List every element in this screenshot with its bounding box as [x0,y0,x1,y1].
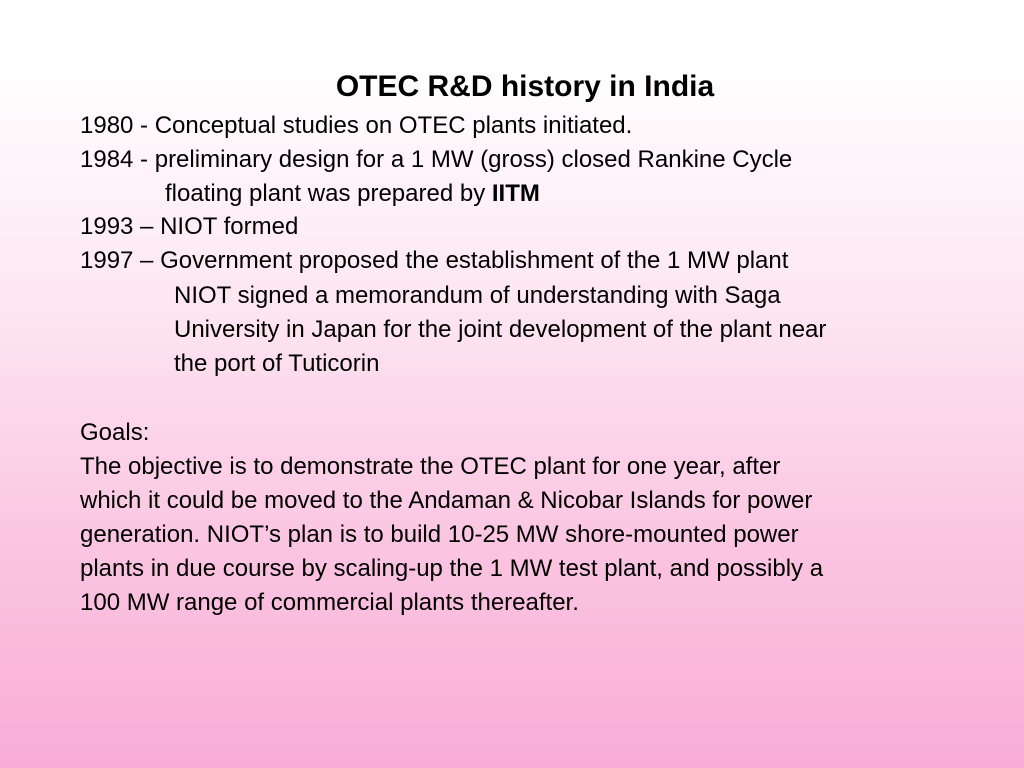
history-item-1984-continued-text: floating plant was prepared by [165,180,492,207]
history-item-1997-joint-development: University in Japan for the joint development of the plant near [174,316,827,343]
iitm-label: IITM [491,180,540,207]
history-item-1997: 1997 – Government proposed the establishment of the 1 MW plant [80,247,789,274]
history-item-1997-mou: NIOT signed a memorandum of understanding with Saga [174,282,781,309]
history-item-1984: 1984 - preliminary design for a 1 MW (gross) closed Rankine Cycle [80,146,793,173]
goals-line: generation. NIOT’s plan is to build 10-25 MW shore-mounted power [80,521,799,548]
history-item-1993: 1993 – NIOT formed [80,213,299,240]
goals-line: The objective is to demonstrate the OTEC plant for one year, after [80,453,781,480]
history-item-1997-port: the port of Tuticorin [174,350,380,377]
goals-heading: Goals: [80,419,150,446]
history-item-1980: 1980 - Conceptual studies on OTEC plants initiated. [80,112,633,139]
history-item-1984-continued [165,179,540,209]
goals-line: 100 MW range of commercial plants thereafter. [80,589,579,616]
slide-title: OTEC R&D history in India [335,70,715,103]
goals-line: plants in due course by scaling-up the 1 MW test plant, and possibly a [80,555,824,582]
goals-line: which it could be moved to the Andaman & Nicobar Islands for power [80,487,813,514]
